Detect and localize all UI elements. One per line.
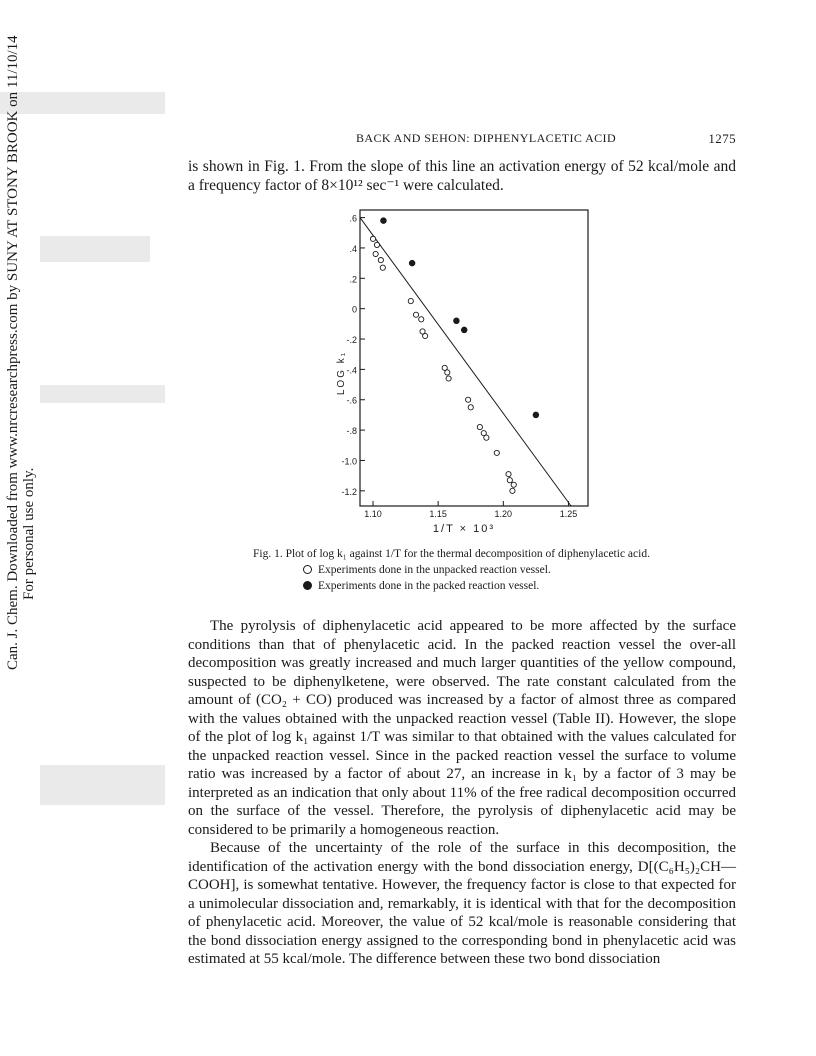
watermark-line-2: For personal use only. xyxy=(21,467,37,600)
scan-artifact xyxy=(40,385,165,403)
y-tick-label: -1.2 xyxy=(341,486,357,497)
watermark-line-1: Can. J. Chem. Downloaded from www.nrcresearchpress.com by SUNY AT STONY BROOK on 11/10/14 xyxy=(5,35,21,670)
x-tick-label: 1.25 xyxy=(559,509,578,519)
scan-artifact xyxy=(40,236,150,262)
legend-open xyxy=(253,562,723,578)
data-point-unpacked xyxy=(511,482,516,487)
y-tick-label: 0 xyxy=(351,304,357,315)
page-number: 1275 xyxy=(708,131,736,146)
paragraph-1: The pyrolysis of diphenylacetic acid appeared to be more affected by the surface conditions than that of phenylacetic acid. In the packed reaction vessel the over-all decomposition was greatly increased and much larger quantities of the yellow compound, suspected to be diphenylketene, were observed. The rate constant calculated from the amount of (CO₂ + CO) produced was increased by a factor of almost three as compared with the values obtained with the unpacked reaction vessel (Table II). However, the slope of the plot of log k₁ against 1/T was similar to that obtained with the values calculated for the unpacked reaction vessel. Since in the packed reaction vessel the surface to volume ratio was increased by a factor of about 27, an increase in k₁ by a factor of 3 may be interpreted as an indication that only about 11% of the free radical decomposition occurred on the surface of the vessel. Therefore, the pyrolysis of diphenylacetic acid may be considered to be primarily a homogeneous reaction. xyxy=(188,618,736,838)
data-point-unpacked xyxy=(378,257,383,262)
running-title: BACK AND SEHON: DIPHENYLACETIC ACID xyxy=(356,131,617,145)
data-point-unpacked xyxy=(510,488,515,493)
data-point-unpacked xyxy=(419,317,424,322)
y-axis-label: LOG k₁ xyxy=(336,350,347,396)
legend-filled xyxy=(253,578,723,594)
data-point-unpacked xyxy=(373,251,378,256)
intro-paragraph: is shown in Fig. 1. From the slope of this line an activation energy of 52 kcal/mole and a frequency factor of 8×10¹² sec⁻¹ were calculated. xyxy=(188,158,736,194)
data-point-unpacked xyxy=(506,472,511,477)
y-tick-label: .2 xyxy=(349,274,357,285)
data-point-packed xyxy=(461,327,467,333)
filled-circle-icon xyxy=(303,581,312,590)
data-point-unpacked xyxy=(466,397,471,402)
data-point-packed xyxy=(533,412,539,418)
data-point-unpacked xyxy=(423,333,428,338)
x-tick-label: 1.10 xyxy=(364,509,382,519)
arrhenius-plot xyxy=(330,210,600,540)
scan-artifact xyxy=(40,765,165,805)
paragraph-2: Because of the uncertainty of the role of the surface in this decomposition, the identification of the activation energy with the bond dissociation energy, D[(C₆H₅)₂CH—COOH], is somewhat tentative. However, the frequency factor is close to that expected for a unimolecular dissociation and, remarkably, it is identical with that for the decomposition of phenylacetic acid. Moreover, the value of 52 kcal/mole is reasonable considering that the bond dissociation energy assigned to the corresponding bond in phenylacetic acid was estimated at 55 kcal/mole. The difference between these two bond dissociation xyxy=(188,840,736,967)
data-point-unpacked xyxy=(374,242,379,247)
data-point-unpacked xyxy=(468,405,473,410)
legend-filled-text: Experiments done in the packed reaction vessel. xyxy=(318,580,540,592)
data-point-unpacked xyxy=(477,424,482,429)
data-point-unpacked xyxy=(408,298,413,303)
y-tick-label: .6 xyxy=(349,213,357,224)
caption-fig-label: Fig. 1. xyxy=(253,548,283,560)
data-point-unpacked xyxy=(413,312,418,317)
data-point-packed xyxy=(454,318,460,324)
scan-artifact xyxy=(0,92,165,114)
data-point-unpacked xyxy=(446,376,451,381)
y-tick-label: -.6 xyxy=(346,395,357,406)
caption-text: Plot of log k₁ against 1/T for the thermal decomposition of diphenylacetic acid. xyxy=(285,548,650,560)
data-point-unpacked xyxy=(507,478,512,483)
plot-frame xyxy=(360,210,588,506)
y-tick-label: .4 xyxy=(349,243,357,254)
open-circle-icon xyxy=(303,565,312,574)
legend-open-text: Experiments done in the unpacked reaction vessel. xyxy=(318,564,551,576)
x-axis-label: 1/T × 10³ xyxy=(432,523,496,535)
data-point-packed xyxy=(409,260,415,266)
data-point-unpacked xyxy=(494,450,499,455)
y-tick-label: -.8 xyxy=(346,426,357,437)
data-point-unpacked xyxy=(445,370,450,375)
body-text xyxy=(188,617,736,969)
figure-caption xyxy=(253,546,723,594)
data-point-unpacked xyxy=(380,265,385,270)
fit-line xyxy=(360,218,571,506)
y-tick-label: -.2 xyxy=(346,335,357,346)
caption-main xyxy=(253,546,723,562)
data-point-packed xyxy=(381,218,387,224)
download-watermark xyxy=(2,35,38,670)
y-tick-label: -1.0 xyxy=(341,456,357,467)
figure-1 xyxy=(330,210,600,540)
data-point-unpacked xyxy=(370,236,375,241)
y-tick-label: -.4 xyxy=(346,365,357,376)
x-tick-label: 1.20 xyxy=(494,509,513,519)
data-point-unpacked xyxy=(484,435,489,440)
x-tick-label: 1.15 xyxy=(429,509,447,519)
